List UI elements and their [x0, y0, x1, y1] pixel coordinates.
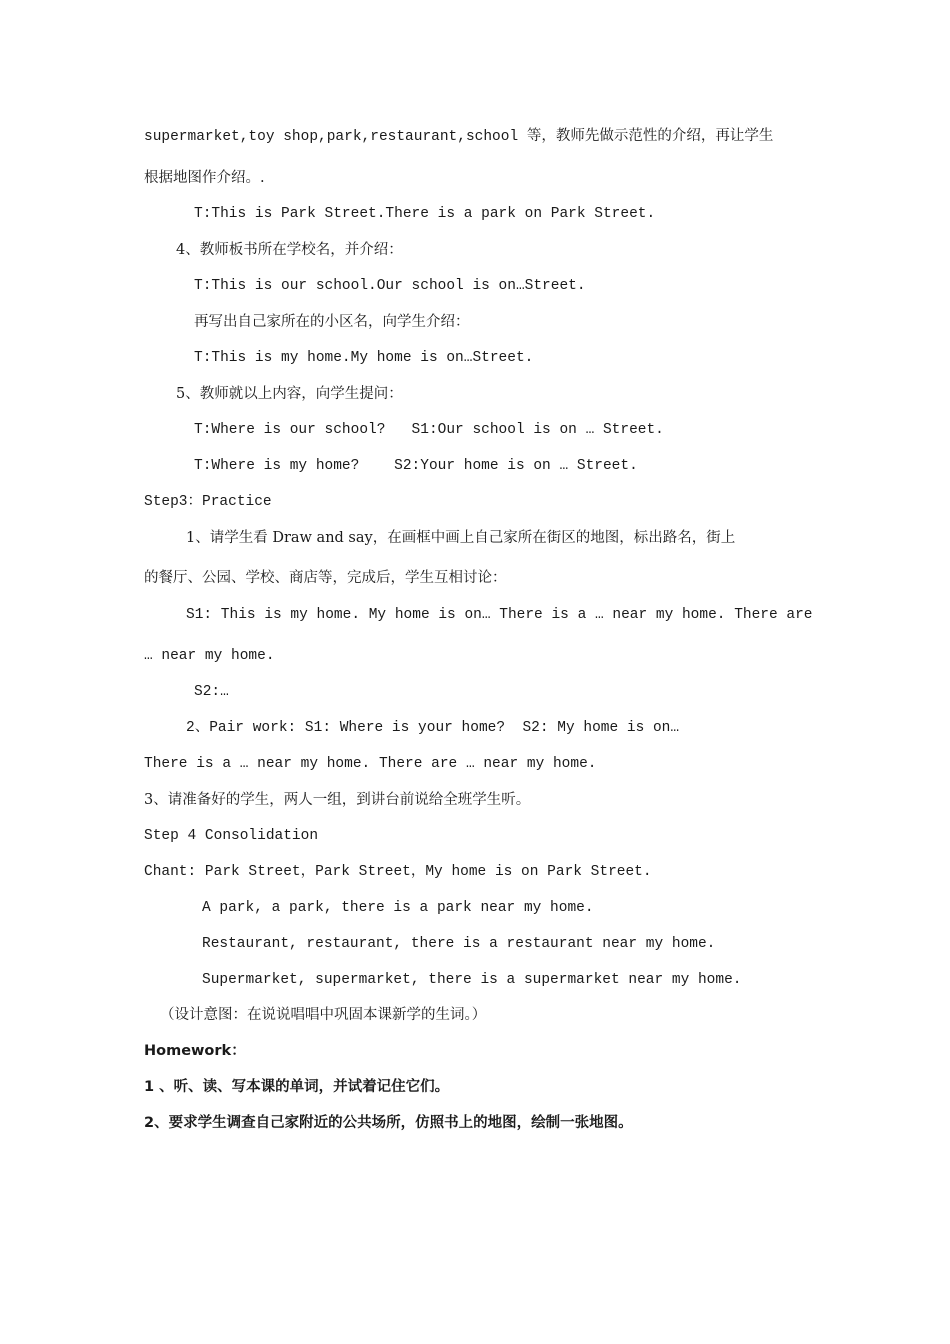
text-line: T:This is my home.My home is on…Street. — [194, 350, 534, 366]
chant-line: A park, a park, there is a park near my home. — [202, 900, 594, 916]
step-heading: Step3：Practice — [144, 494, 272, 510]
text-line: There is a … near my home. There are … near my home. — [144, 756, 597, 772]
chant-line: Supermarket, supermarket, there is a supermarket near my home. — [202, 972, 742, 988]
text-line: S1: This is my home. My home is on… There is a … near my home. There are — [186, 607, 813, 623]
design-note: （设计意图：在说说唱唱中巩固本课新学的生词。） — [160, 1007, 487, 1023]
chant-line: Chant: Park Street，Park Street，My home is on Park Street. — [144, 864, 652, 880]
text-line: … near my home. — [144, 648, 275, 664]
homework-item: 1 、听、读、写本课的单词，并试着记住它们。 — [144, 1079, 450, 1095]
text-line: S2:… — [194, 684, 229, 700]
homework-item: 2、要求学生调查自己家附近的公共场所，仿照书上的地图，绘制一张地图。 — [144, 1115, 633, 1131]
text-line: 3、请准备好的学生，两人一组，到讲台前说给全班学生听。 — [144, 792, 531, 808]
homework-heading: Homework： — [144, 1043, 246, 1059]
text-line: 4、教师板书所在学校名，并介绍： — [176, 242, 403, 258]
text-line: 1、请学生看 Draw and say，在画框中画上自己家所在街区的地图，标出路名，街上 — [186, 530, 736, 546]
chant-line: Restaurant, restaurant, there is a restaurant near my home. — [202, 936, 716, 952]
text-line: T:Where is our school? S1:Our school is on … Street. — [194, 422, 664, 438]
text-line: supermarket,toy shop,park,restaurant,school 等，教师先做示范性的介绍，再让学生 — [144, 129, 774, 145]
text-line: 2、Pair work: S1: Where is your home? S2: My home is on… — [186, 720, 680, 736]
text-line: T:Where is my home? S2:Your home is on … Street. — [194, 458, 638, 474]
text-line: 根据地图作介绍。. — [144, 170, 265, 186]
text-line: T:This is Park Street.There is a park on Park Street. — [194, 206, 656, 222]
text-line: 5、教师就以上内容，向学生提问： — [176, 386, 403, 402]
text-line: T:This is our school.Our school is on…Street. — [194, 278, 586, 294]
text-line: 再写出自己家所在的小区名，向学生介绍： — [194, 314, 470, 330]
text-line: 的餐厅、公园、学校、商店等，完成后，学生互相讨论： — [144, 570, 507, 586]
step-heading: Step 4 Consolidation — [144, 828, 319, 844]
